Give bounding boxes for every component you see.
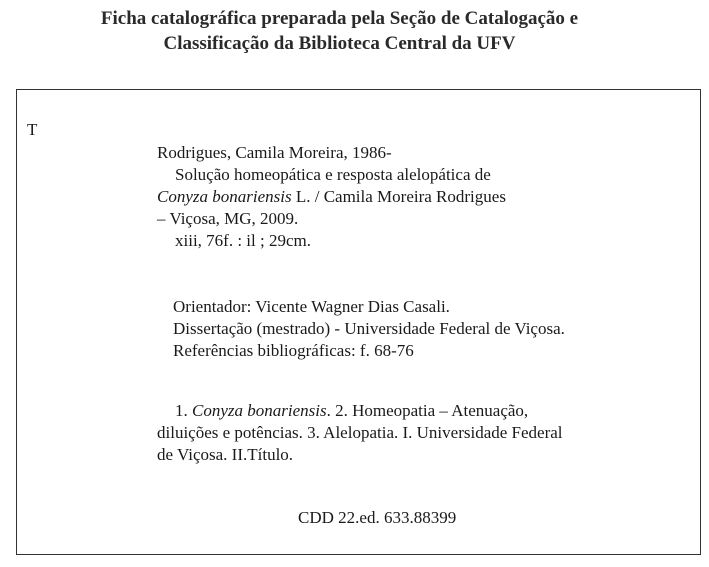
notes-block [157,296,565,362]
call-number: T [27,120,38,139]
header-line-1: Ficha catalográfica preparada pela Seção de Catalogação e [100,8,579,29]
imprint-line: – Viçosa, MG, 2009. [157,209,299,228]
cdd-classification: CDD 22.ed. 633.88399 [298,508,457,527]
subjects-line-1 [157,400,563,422]
advisor-line: Orientador: Vicente Wagner Dias Casali. [173,297,450,316]
subjects-prefix: 1. [175,401,192,420]
title-line-1: Solução homeopática e resposta alelopática de [175,165,491,184]
header-line-2: Classificação da Biblioteca Central da UFV [163,33,516,54]
title-line-2-rest: L. / Camila Moreira Rodrigues [291,187,506,206]
references-line: Referências bibliográficas: f. 68-76 [173,341,414,360]
extent-line: xiii, 76f. : il ; 29cm. [175,231,311,250]
subjects-line-3: de Viçosa. II.Título. [157,445,294,464]
subject-species: Conyza bonariensis [192,401,327,420]
catalog-header [0,6,709,56]
catalog-card [16,89,701,555]
author-line: Rodrigues, Camila Moreira, 1986- [157,143,392,162]
title-line-2 [157,186,506,208]
species-name: Conyza bonariensis [157,187,292,206]
subjects-block [157,400,563,466]
subjects-line-2: diluições e potências. 3. Alelopatia. I. Universidade Federal [157,423,563,442]
bibliographic-block [157,142,506,252]
thesis-line: Dissertação (mestrado) - Universidade Federal de Viçosa. [173,319,565,338]
subjects-line-1-rest: . 2. Homeopatia – Atenuação, [326,401,529,420]
